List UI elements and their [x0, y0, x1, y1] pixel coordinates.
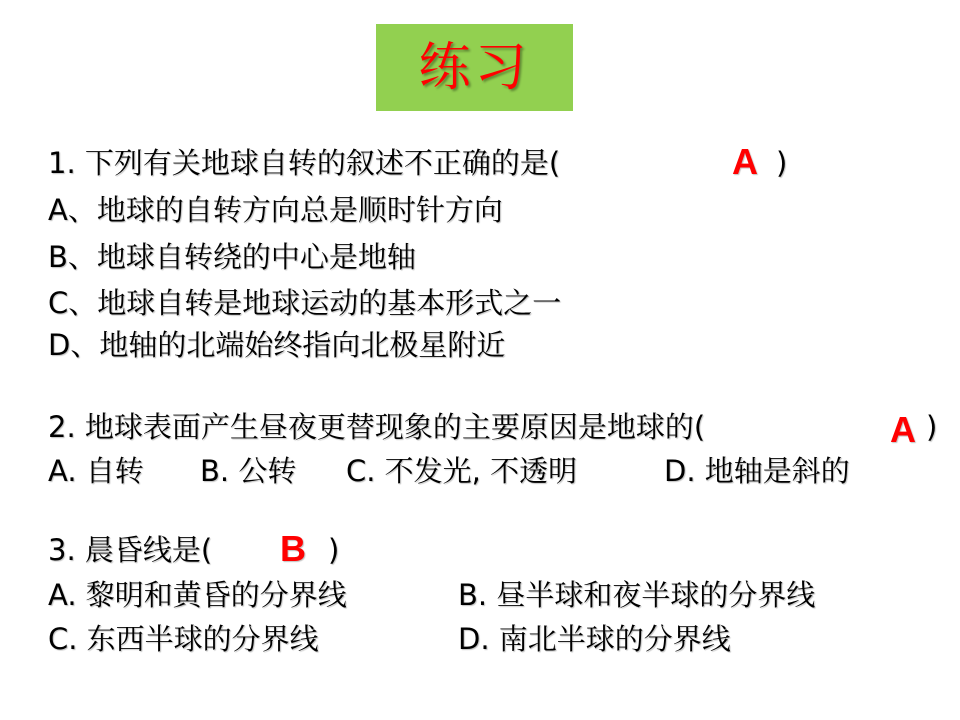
- question-3-option-d: D. 南北半球的分界线: [458, 622, 731, 656]
- question-2-option-b: B. 公转: [200, 454, 297, 488]
- question-3-option-b: B. 昼半球和夜半球的分界线: [458, 578, 816, 612]
- question-1-option-a: A、地球的自转方向总是顺时针方向: [48, 193, 503, 227]
- question-1-stem: 1. 下列有关地球自转的叙述不正确的是(: [48, 146, 561, 180]
- question-1-option-c: C、地球自转是地球运动的基本形式之一: [48, 286, 562, 320]
- page-title: 练习: [418, 37, 531, 98]
- question-3-stem: 3. 晨昏线是(: [48, 533, 213, 567]
- question-1-option-b: B、地球自转绕的中心是地轴: [48, 240, 416, 274]
- question-2-option-c: C. 不发光, 不透明: [346, 454, 578, 488]
- question-1-close-paren: ): [776, 146, 788, 180]
- question-3-option-c: C. 东西半球的分界线: [48, 622, 319, 656]
- question-3-close-paren: ): [328, 533, 340, 567]
- question-2-close-paren: ): [926, 410, 938, 444]
- question-1-answer: A: [732, 141, 758, 182]
- question-2-option-a: A. 自转: [48, 454, 144, 488]
- question-1-option-d: D、地轴的北端始终指向北极星附近: [48, 328, 506, 362]
- question-3-answer: B: [280, 528, 306, 569]
- title-box: [376, 24, 573, 111]
- question-2-stem: 2. 地球表面产生昼夜更替现象的主要原因是地球的(: [48, 410, 706, 444]
- question-2-option-d: D. 地轴是斜的: [664, 454, 850, 488]
- question-2-answer: A: [890, 409, 916, 450]
- question-3-option-a: A. 黎明和黄昏的分界线: [48, 578, 347, 612]
